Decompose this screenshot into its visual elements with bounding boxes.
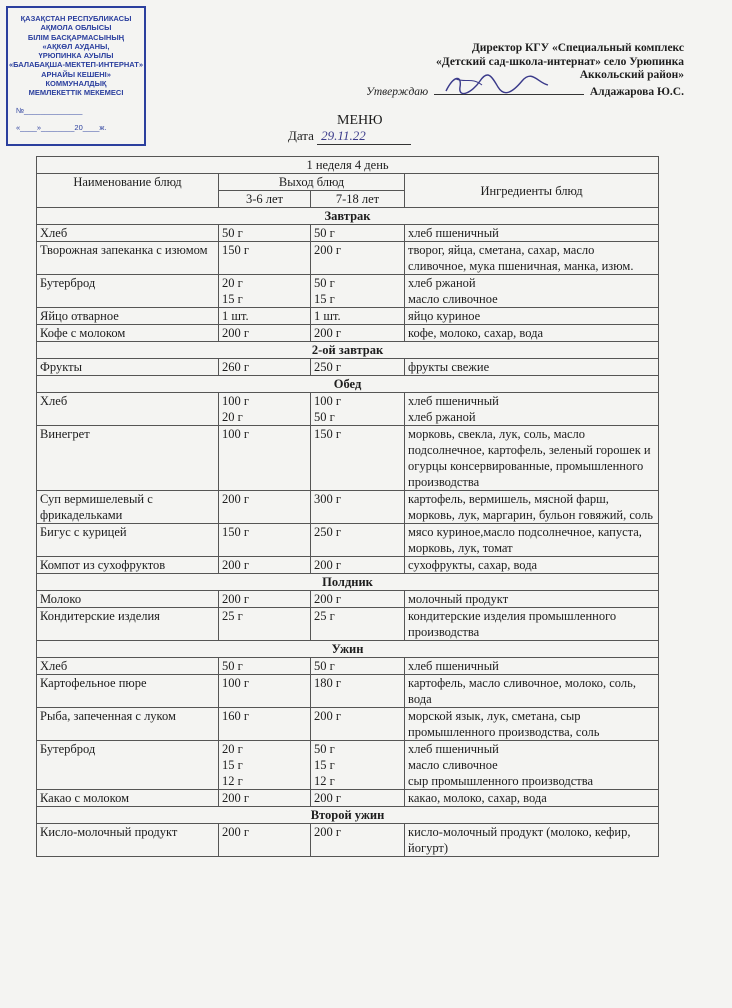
table-row: [37, 608, 659, 641]
dish-name: Винегрет: [37, 426, 219, 491]
official-stamp: [6, 6, 146, 146]
dish-name: Творожная запеканка с изюмом: [37, 242, 219, 275]
portion-3-6: 160 г: [219, 708, 311, 741]
page-title: МЕНЮ: [337, 113, 383, 128]
section-title: 2-ой завтрак: [37, 342, 659, 359]
table-row: [37, 325, 659, 342]
section-row: [37, 574, 659, 591]
date-line: [288, 128, 411, 145]
portion-7-18: 50 г: [311, 225, 405, 242]
dish-name: Бутерброд: [37, 275, 219, 308]
dish-name: Хлеб: [37, 225, 219, 242]
stamp-line: АҚМОЛА ОБЛЫСЫ: [40, 23, 112, 33]
stamp-date-field: «____»________20____ж.: [16, 122, 107, 132]
portion-3-6: 25 г: [219, 608, 311, 641]
portion-7-18: 150 г: [311, 426, 405, 491]
table-row: [37, 426, 659, 491]
menu-table-body: [37, 157, 659, 857]
column-header-ingredients: Ингредиенты блюд: [405, 174, 659, 208]
column-header-output: Выход блюд: [219, 174, 405, 191]
section-title: Завтрак: [37, 208, 659, 225]
portion-7-18: 300 г: [311, 491, 405, 524]
portion-3-6: 50 г: [219, 658, 311, 675]
dish-name: Картофельное пюре: [37, 675, 219, 708]
ingredients: картофель, масло сливочное, молоко, соль, вода: [405, 675, 659, 708]
ingredients: молочный продукт: [405, 591, 659, 608]
portion-7-18: 100 г 50 г: [311, 393, 405, 426]
portion-7-18: 50 г 15 г 12 г: [311, 741, 405, 790]
portion-3-6: 20 г 15 г 12 г: [219, 741, 311, 790]
dish-name: Кондитерские изделия: [37, 608, 219, 641]
approval-line-1: Директор КГУ «Специальный комплекс: [471, 42, 684, 54]
section-title: Обед: [37, 376, 659, 393]
portion-3-6: 150 г: [219, 242, 311, 275]
ingredients: хлеб пшеничный хлеб ржаной: [405, 393, 659, 426]
stamp-line: МЕМЛЕКЕТТІК МЕКЕМЕСІ: [28, 88, 124, 98]
portion-3-6: 50 г: [219, 225, 311, 242]
table-row: [37, 242, 659, 275]
section-row: [37, 641, 659, 658]
ingredients: фрукты свежие: [405, 359, 659, 376]
portion-3-6: 200 г: [219, 591, 311, 608]
portion-7-18: 250 г: [311, 359, 405, 376]
dish-name: Бутерброд: [37, 741, 219, 790]
portion-7-18: 250 г: [311, 524, 405, 557]
dish-name: Кофе с молоком: [37, 325, 219, 342]
portion-3-6: 1 шт.: [219, 308, 311, 325]
portion-3-6: 100 г: [219, 426, 311, 491]
column-header-name: Наименование блюд: [37, 174, 219, 208]
portion-7-18: 200 г: [311, 591, 405, 608]
ingredients: сухофрукты, сахар, вода: [405, 557, 659, 574]
ingredients: творог, яйца, сметана, сахар, масло сливочное, мука пшеничная, манка, изюм.: [405, 242, 659, 275]
header-row: [37, 174, 659, 191]
dish-name: Кисло-молочный продукт: [37, 824, 219, 857]
dish-name: Бигус с курицей: [37, 524, 219, 557]
dish-name: Фрукты: [37, 359, 219, 376]
stamp-line: ҚАЗАҚСТАН РЕСПУБЛИКАСЫ: [20, 14, 132, 23]
section-title: Ужин: [37, 641, 659, 658]
date-label: Дата: [288, 128, 314, 143]
table-row: [37, 824, 659, 857]
section-row: [37, 807, 659, 824]
stamp-line: «БАЛАБАҚША-МЕКТЕП-ИНТЕРНАТ»: [8, 60, 144, 70]
dish-name: Компот из сухофруктов: [37, 557, 219, 574]
section-title: Полдник: [37, 574, 659, 591]
portion-3-6: 260 г: [219, 359, 311, 376]
approval-utverzhdayu: Утверждаю: [366, 85, 429, 98]
stamp-line: ҮРЮПИНКА АУЫЛЫ: [38, 51, 114, 61]
ingredients: хлеб пшеничный: [405, 658, 659, 675]
table-row: [37, 658, 659, 675]
table-row: [37, 591, 659, 608]
approval-line-3: Аккольский район»: [579, 69, 684, 81]
dish-name: Какао с молоком: [37, 790, 219, 807]
ingredients: какао, молоко, сахар, вода: [405, 790, 659, 807]
portion-3-6: 200 г: [219, 325, 311, 342]
stamp-number-field: №______________: [16, 105, 83, 115]
signature-icon: [442, 73, 552, 97]
section-row: [37, 342, 659, 359]
portion-7-18: 200 г: [311, 790, 405, 807]
portion-7-18: 200 г: [311, 325, 405, 342]
table-row: [37, 275, 659, 308]
ingredients: морской язык, лук, сметана, сыр промышленного производства, соль: [405, 708, 659, 741]
stamp-line: АРНАЙЫ КЕШЕНІ»: [41, 69, 111, 79]
column-header-age-7-18: 7-18 лет: [311, 191, 405, 208]
ingredients: яйцо куриное: [405, 308, 659, 325]
ingredients: хлеб пшеничный масло сливочное сыр промышленного производства: [405, 741, 659, 790]
stamp-line: КОММУНАЛДЫҚ: [45, 79, 107, 89]
dish-name: Молоко: [37, 591, 219, 608]
portion-7-18: 180 г: [311, 675, 405, 708]
section-row: [37, 376, 659, 393]
signature-line: [434, 83, 584, 95]
column-header-age-3-6: 3-6 лет: [219, 191, 311, 208]
ingredients: кисло-молочный продукт (молоко, кефир, йогурт): [405, 824, 659, 857]
portion-7-18: 1 шт.: [311, 308, 405, 325]
approval-block: [366, 42, 684, 99]
table-row: [37, 557, 659, 574]
table-row: [37, 308, 659, 325]
date-value: 29.11.22: [317, 128, 411, 145]
table-row: [37, 359, 659, 376]
table-row: [37, 225, 659, 242]
portion-3-6: 150 г: [219, 524, 311, 557]
approval-name: Алдажарова Ю.С.: [589, 85, 684, 98]
table-row: [37, 675, 659, 708]
dish-name: Яйцо отварное: [37, 308, 219, 325]
section-row: [37, 208, 659, 225]
portion-7-18: 50 г 15 г: [311, 275, 405, 308]
ingredients: морковь, свекла, лук, соль, масло подсолнечное, картофель, зеленый горошек и огурцы консервированные, промышленного производства: [405, 426, 659, 491]
section-title: Второй ужин: [37, 807, 659, 824]
approval-line-2: «Детский сад-школа-интернат» село Урюпинка: [436, 55, 684, 68]
portion-3-6: 200 г: [219, 790, 311, 807]
week-label: 1 неделя 4 день: [37, 157, 659, 174]
dish-name: Рыба, запеченная с луком: [37, 708, 219, 741]
ingredients: кофе, молоко, сахар, вода: [405, 325, 659, 342]
menu-table: [36, 156, 659, 857]
dish-name: Хлеб: [37, 393, 219, 426]
portion-7-18: 50 г: [311, 658, 405, 675]
portion-3-6: 200 г: [219, 824, 311, 857]
portion-3-6: 100 г 20 г: [219, 393, 311, 426]
ingredients: хлеб пшеничный: [405, 225, 659, 242]
table-row: [37, 741, 659, 790]
portion-3-6: 200 г: [219, 491, 311, 524]
portion-7-18: 200 г: [311, 242, 405, 275]
table-row: [37, 790, 659, 807]
table-row: [37, 708, 659, 741]
table-row: [37, 491, 659, 524]
ingredients: кондитерские изделия промышленного производства: [405, 608, 659, 641]
portion-7-18: 200 г: [311, 708, 405, 741]
dish-name: Суп вермишелевый с фрикадельками: [37, 491, 219, 524]
ingredients: мясо куриное,масло подсолнечное, капуста, морковь, лук, томат: [405, 524, 659, 557]
ingredients: картофель, вермишель, мясной фарш, морковь, лук, маргарин, бульон говяжий, соль: [405, 491, 659, 524]
table-row: [37, 524, 659, 557]
ingredients: хлеб ржаной масло сливочное: [405, 275, 659, 308]
table-row: [37, 393, 659, 426]
week-row: [37, 157, 659, 174]
dish-name: Хлеб: [37, 658, 219, 675]
portion-7-18: 25 г: [311, 608, 405, 641]
stamp-line: «АҚКӨЛ АУДАНЫ,: [42, 41, 110, 51]
portion-7-18: 200 г: [311, 557, 405, 574]
portion-3-6: 20 г 15 г: [219, 275, 311, 308]
stamp-line: БІЛІМ БАСҚАРМАСЫНЫҢ: [27, 32, 125, 42]
portion-7-18: 200 г: [311, 824, 405, 857]
portion-3-6: 100 г: [219, 675, 311, 708]
portion-3-6: 200 г: [219, 557, 311, 574]
